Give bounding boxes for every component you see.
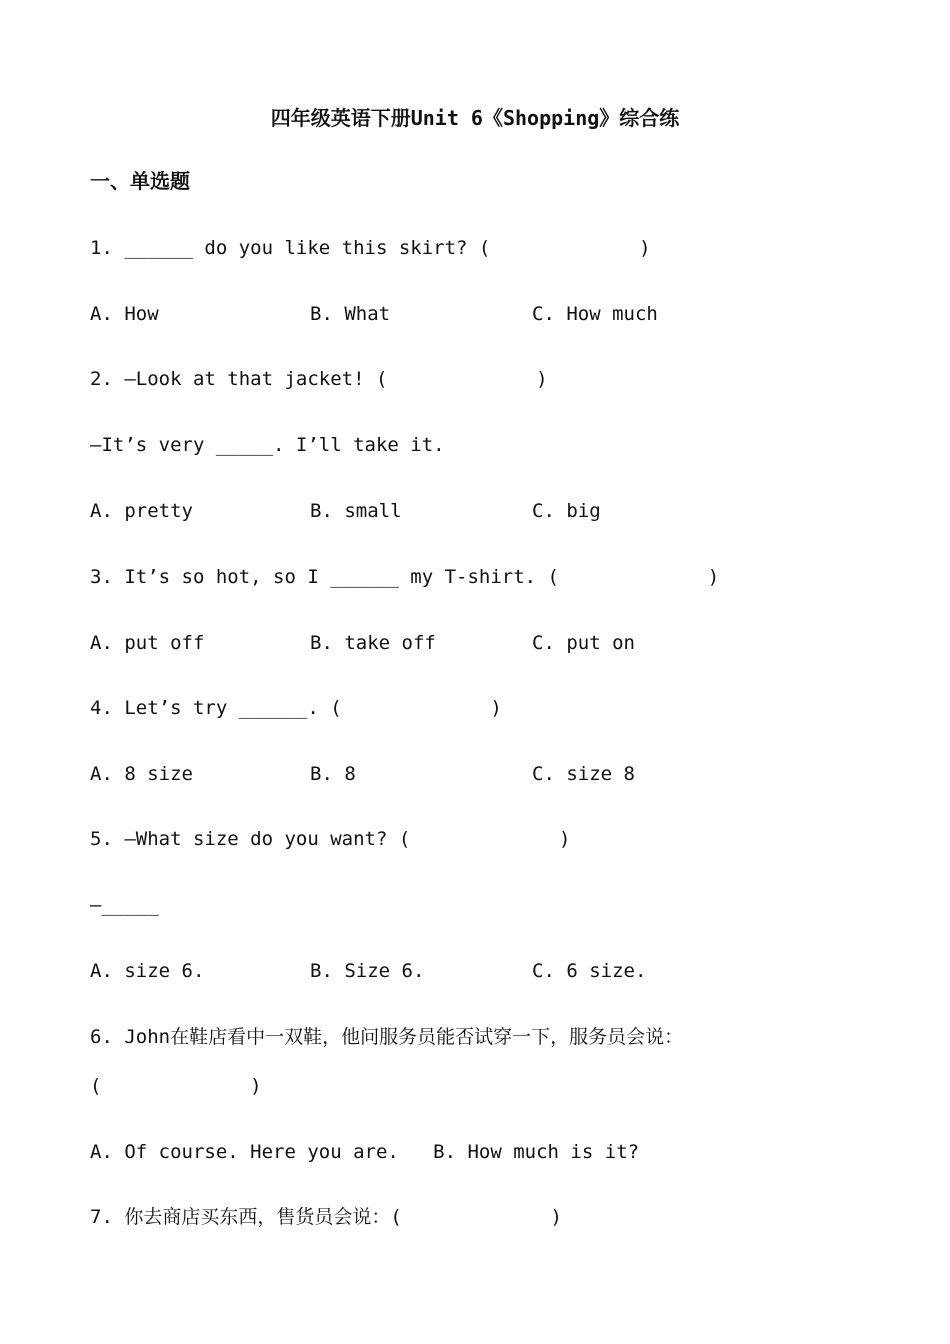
question-2-option-c: C. big (532, 500, 601, 522)
question-2-stem: 2. —Look at that jacket! ( ) (90, 368, 548, 390)
question-1-option-a: A. How (90, 303, 159, 325)
question-5-stem: 5. —What size do you want? ( ) (90, 828, 571, 850)
question-7-stem: 7. 你去商店买东西，售货员会说：( ) (90, 1206, 562, 1228)
question-5-option-a: A. size 6. (90, 960, 205, 982)
question-3-option-c: C. put on (532, 632, 635, 654)
question-3-stem: 3. It’s so hot, so I ______ my T-shirt. ( ) (90, 566, 720, 588)
question-2-response: —It’s very _____. I’ll take it. (90, 434, 445, 456)
page-title: 四年级英语下册Unit 6《Shopping》综合练 (270, 106, 680, 130)
question-1-option-b: B. What (310, 303, 391, 325)
question-4-option-b: B. 8 (310, 763, 356, 785)
question-5-option-c: C. 6 size. (532, 960, 647, 982)
question-6-stem: 6. John在鞋店看中一双鞋，他问服务员能否试穿一下，服务员会说： (90, 1026, 684, 1048)
question-2-option-b: B. small (310, 500, 402, 522)
question-5-option-b: B. Size 6. (310, 960, 425, 982)
question-2-option-a: A. pretty (90, 500, 193, 522)
question-6-options: A. Of course. Here you are. B. How much is it? (90, 1141, 640, 1163)
question-3-option-b: B. take off (310, 632, 436, 654)
question-6-answer-bracket: ( ) (90, 1075, 262, 1097)
question-5-response: —_____ (90, 894, 159, 916)
question-4-stem: 4. Let’s try ______. ( ) (90, 697, 502, 719)
question-3-option-a: A. put off (90, 632, 205, 654)
section-heading: 一、单选题 (90, 169, 190, 193)
question-4-option-a: A. 8 size (90, 763, 193, 785)
question-1-option-c: C. How much (532, 303, 658, 325)
question-1-stem: 1. ______ do you like this skirt? ( ) (90, 237, 651, 259)
question-4-option-c: C. size 8 (532, 763, 635, 785)
